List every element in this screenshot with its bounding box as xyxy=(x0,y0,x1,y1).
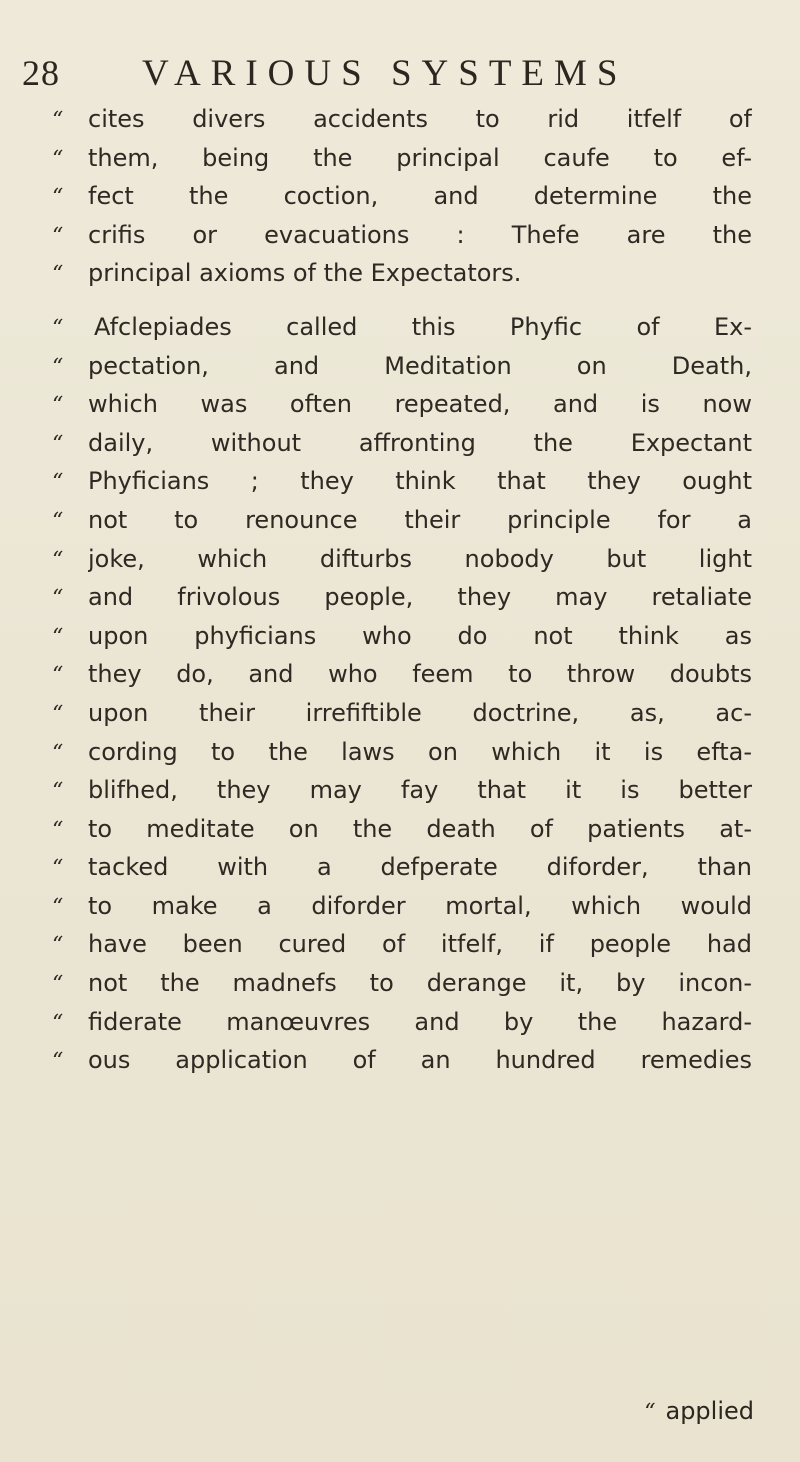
paragraph xyxy=(52,308,752,1080)
quote-mark: “ xyxy=(52,701,64,727)
text-line xyxy=(52,177,752,216)
line-text: cording to the laws on which it is efta- xyxy=(88,737,752,766)
text-line xyxy=(52,385,752,424)
quote-mark: “ xyxy=(52,663,64,689)
text-line xyxy=(52,424,752,463)
line-text: them, being the principal caufe to ef- xyxy=(88,143,752,172)
line-text: principal axioms of the Expectators. xyxy=(88,259,522,288)
quote-mark: “ xyxy=(52,856,64,882)
line-text: upon phyficians who do not think as xyxy=(88,621,752,650)
quote-mark: “ xyxy=(52,223,64,249)
quote-mark: “ xyxy=(52,1049,64,1075)
text-line xyxy=(52,347,752,386)
quote-mark: “ xyxy=(52,779,64,805)
page-header xyxy=(22,52,782,102)
quote-mark: “ xyxy=(52,393,64,419)
text-line xyxy=(52,694,752,733)
text-line xyxy=(52,925,752,964)
quote-mark: “ xyxy=(52,508,64,534)
text-line xyxy=(52,100,752,139)
text-line xyxy=(52,810,752,849)
quote-mark: “ xyxy=(52,354,64,380)
text-line xyxy=(52,308,752,347)
quote-mark: “ xyxy=(52,470,64,496)
line-text: not to renounce their principle for a xyxy=(88,505,752,534)
catchword xyxy=(644,1392,754,1431)
line-text: to meditate on the death of patients at- xyxy=(88,814,752,843)
line-text: daily, without affronting the Expectant xyxy=(88,428,752,457)
line-text: upon their irrefiftible doctrine, as, ac- xyxy=(88,698,752,727)
text-line xyxy=(52,887,752,926)
line-text: have been cured of itfelf, if people had xyxy=(88,930,752,959)
line-text: fiderate manœuvres and by the hazard- xyxy=(88,1007,752,1036)
text-line xyxy=(52,254,752,293)
text-line xyxy=(52,139,752,178)
line-text: they do, and who feem to throw doubts xyxy=(88,660,752,689)
line-text: blifhed, they may fay that it is better xyxy=(88,776,752,805)
running-head: VARIOUS SYSTEMS xyxy=(142,53,628,94)
quote-mark: “ xyxy=(52,933,64,959)
text-line xyxy=(52,1041,752,1080)
text-line xyxy=(52,540,752,579)
line-text: fect the coction, and determine the xyxy=(88,182,752,211)
quote-mark: “ xyxy=(52,624,64,650)
line-text: and frivolous people, they may retaliate xyxy=(88,583,752,612)
line-text: joke, which difturbs nobody but light xyxy=(88,544,752,573)
line-text: pectation, and Meditation on Death, xyxy=(88,351,752,380)
quote-mark: “ xyxy=(52,586,64,612)
line-text: cites divers accidents to rid itfelf of xyxy=(88,105,752,133)
page-number: 28 xyxy=(22,53,60,93)
quote-mark: “ xyxy=(52,817,64,843)
quote-mark: “ xyxy=(52,315,64,341)
text-line xyxy=(52,655,752,694)
text-line xyxy=(52,733,752,772)
quote-mark: “ xyxy=(52,1010,64,1036)
quote-mark: “ xyxy=(52,972,64,998)
quote-mark: “ xyxy=(52,431,64,457)
quote-mark: “ xyxy=(52,262,64,288)
line-text: Phyficians ; they think that they ought xyxy=(88,467,752,496)
catchword-text: applied xyxy=(665,1397,754,1425)
line-text: crifis or evacuations : Thefe are the xyxy=(88,220,752,249)
quote-mark: “ xyxy=(52,185,64,211)
text-line xyxy=(52,771,752,810)
line-text: ous application of an hundred remedies xyxy=(88,1046,752,1075)
body-text xyxy=(52,100,752,1080)
text-line xyxy=(52,501,752,540)
line-text: Afclepiades called this Phyfic of Ex- xyxy=(94,312,752,341)
quote-mark: “ xyxy=(52,547,64,573)
quote-mark: “ xyxy=(644,1400,656,1425)
text-line xyxy=(52,848,752,887)
text-line xyxy=(52,1003,752,1042)
quote-mark: “ xyxy=(52,894,64,920)
paragraph xyxy=(52,100,752,293)
text-line xyxy=(52,462,752,501)
quote-mark: “ xyxy=(52,146,64,172)
line-text: which was often repeated, and is now xyxy=(88,390,752,419)
text-line xyxy=(52,578,752,617)
text-line xyxy=(52,964,752,1003)
quote-mark: “ xyxy=(52,740,64,766)
line-text: not the madnefs to derange it, by incon- xyxy=(88,969,752,998)
text-line xyxy=(52,216,752,255)
quote-mark: “ xyxy=(52,108,64,133)
line-text: tacked with a defperate diforder, than xyxy=(88,853,752,882)
line-text: to make a diforder mortal, which would xyxy=(88,891,752,920)
text-line xyxy=(52,617,752,656)
